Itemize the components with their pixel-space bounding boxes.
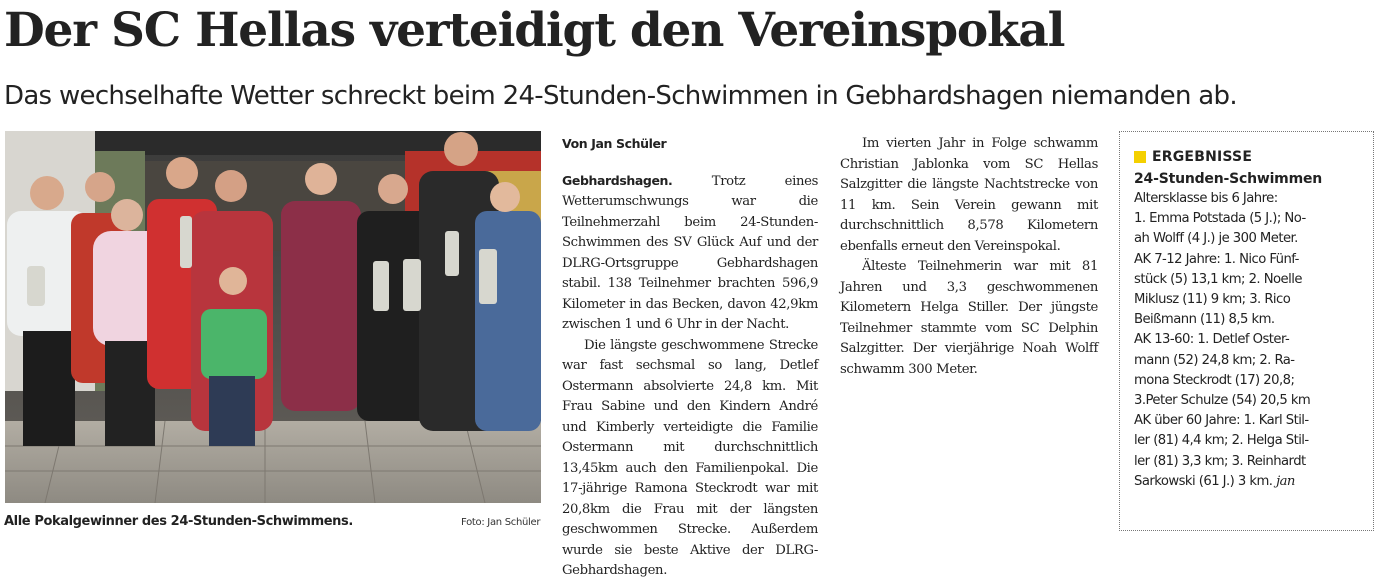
accent-square-icon: [1134, 151, 1146, 163]
result-line: ah Wolff (4 J.) je 300 Meter.: [1134, 231, 1298, 247]
results-heading-text: ERGEBNISSE: [1152, 149, 1253, 165]
photo-credit: Foto: Jan Schüler: [461, 517, 541, 528]
result-line: AK über 60 Jahre: 1. Karl Stil-: [1134, 413, 1309, 429]
article-author: Von Jan Schüler: [562, 136, 667, 151]
result-line: mann (52) 24,8 km; 2. Ra-: [1134, 352, 1295, 368]
photo-caption: Alle Pokalgewinner des 24-Stunden-Schwimmens.: [4, 514, 353, 529]
results-subheading: 24-Stunden-Schwimmen: [1134, 171, 1323, 187]
result-line: Miklusz (11) 9 km; 3. Rico: [1134, 292, 1291, 308]
results-content: [1134, 148, 1366, 492]
article-paragraph-4: Älteste Teilnehmerin war mit 81 Jahren und 3,3 geschwommenen Kilometern Helga Stiller. Der jüngste Teilnehmer stammte vom SC Delphin Salzgitter. Der vierjährige Noah Wolff schwamm 300 Meter.: [840, 259, 1098, 377]
results-heading: [1134, 148, 1366, 166]
article-p1-text: Trotz eines Wetterumschwungs war die Teilnehmerzahl beim 24-Stunden-Schwimmen des SV Glück Auf und der DLRG-Ortsgruppe Gebhardshagen stabil. 138 Teilnehmer brachten 596,9 Kilometer in das Becken, davon 42,9km zwischen 1 und 6 Uhr in der Nacht.: [562, 173, 819, 332]
article-paragraph-3: Im vierten Jahr in Folge schwamm Christian Jablonka vom SC Hellas Salzgitter die längste Nachtstrecke von 11 km. Sein Verein gewann mit durchschnittlich 8,578 Kilometern ebenfalls erneut den Vereinspokal.: [840, 136, 1098, 254]
subheadline: Das wechselhafte Wetter schreckt beim 24-Stunden-Schwimmen in Gebhardshagen niemanden ab.: [4, 81, 1237, 111]
result-line: 3.Peter Schulze (54) 20,5 km: [1134, 393, 1311, 409]
result-line: ler (81) 3,3 km; 3. Reinhardt: [1134, 453, 1306, 469]
result-line: Altersklasse bis 6 Jahre:: [1134, 191, 1278, 206]
result-line: AK 7-12 Jahre: 1. Nico Fünf-: [1134, 251, 1299, 267]
article-dateline: Gebhardshagen.: [562, 172, 673, 188]
results-signature: jan: [1276, 473, 1295, 489]
headline: Der SC Hellas verteidigt den Vereinspokal: [4, 3, 1065, 58]
group-photo: [5, 131, 541, 503]
result-line: AK 13-60: 1. Detlef Oster-: [1134, 332, 1290, 348]
result-line: ler (81) 4,4 km; 2. Helga Stil-: [1134, 433, 1309, 449]
results-box: [1119, 131, 1374, 531]
results-last-line-text: Sarkowski (61 J.) 3 km.: [1134, 473, 1273, 489]
result-line: mona Steckrodt (17) 20,8;: [1134, 372, 1295, 388]
article-column-2: [840, 134, 1098, 380]
results-lines: [1134, 189, 1366, 472]
result-line: Beißmann (11) 8,5 km.: [1134, 312, 1275, 328]
result-line: stück (5) 13,1 km; 2. Noelle: [1134, 271, 1302, 287]
article-paragraph-2: Die längste geschwommene Strecke war fast sechsmal so lang, Detlef Ostermann absolvierte 24,8 km. Mit Frau Sabine und den Kindern André und Kimberly verteidigte die Familie Ostermann mit durchschnittlich 13,45km auch den Familienpokal. Die 17-jährige Ramona Steckrodt war mit 20,8km die Frau mit der längsten geschwommen Strecke. Außerdem wurde sie beste Aktive der DLRG-Gebhardshagen.: [562, 337, 818, 578]
article-paragraph-1: [562, 171, 818, 336]
results-last-line: [1134, 472, 1366, 492]
article-column-1: [562, 134, 818, 582]
result-line: 1. Emma Potstada (5 J.); No-: [1134, 211, 1306, 227]
